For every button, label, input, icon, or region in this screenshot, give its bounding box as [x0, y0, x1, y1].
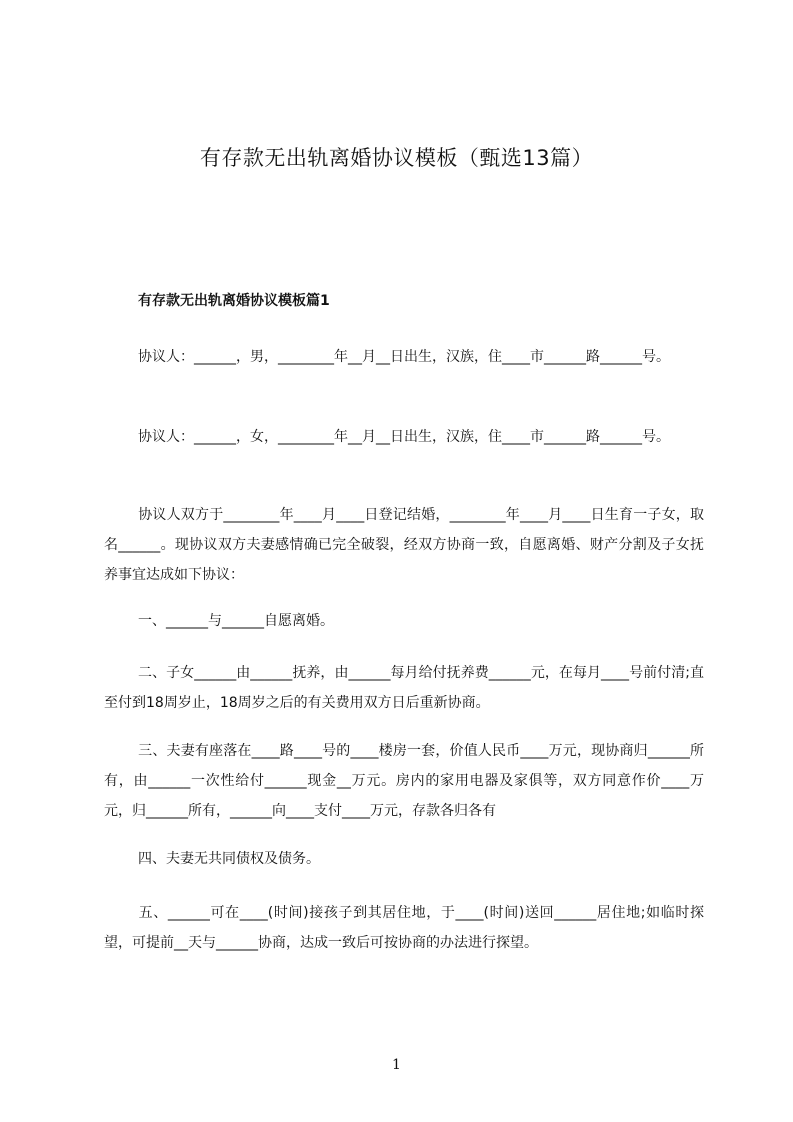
- paragraph-marriage-info: [104, 500, 704, 590]
- page-number: 1: [392, 1057, 401, 1073]
- paragraph-text: 一、______与______自愿离婚。: [138, 613, 334, 629]
- paragraph-clause-1: [104, 606, 704, 636]
- paragraph-text: 协议人双方于________年____月____日登记结婚，________年____月____日生育一子女，取名______。现协议双方夫妻感情确已完全破裂，经双方协商一致，自愿离婚、财产分割及子女抚养事宜达成如下协议：: [104, 507, 704, 583]
- paragraph-text: 协议人：______，男，________年__月__日出生，汉族，住____市______路______号。: [138, 349, 670, 365]
- paragraph-text: 五、______可在____(时间)接孩子到其居住地，于____(时间)送回______居住地;如临时探望，可提前__天与______协商，达成一致后可按协商的办法进行探望。: [104, 905, 704, 951]
- paragraph-text: 协议人：______，女，________年__月__日出生，汉族，住____市______路______号。: [138, 429, 670, 445]
- paragraph-clause-5: [104, 898, 704, 958]
- paragraph-clause-4: [104, 844, 704, 874]
- document-title: 有存款无出轨离婚协议模板（甄选13篇）: [199, 146, 594, 170]
- paragraph-party-female: [104, 422, 704, 452]
- paragraph-clause-3: [104, 736, 704, 826]
- paragraph-text: 四、夫妻无共同债权及债务。: [138, 851, 320, 867]
- section-heading: 有存款无出轨离婚协议模板篇1: [138, 293, 330, 309]
- paragraph-party-male: [104, 342, 704, 372]
- paragraph-text: 三、夫妻有座落在____路____号的____楼房一套，价值人民币____万元，现协商归______所有，由______一次性给付______现金__万元。房内的家用电器及家俱等，双方同意作价____万元，归______所有，______向____支付____万元，存款各归各有: [104, 743, 704, 819]
- paragraph-clause-2: [104, 658, 704, 718]
- paragraph-text: 二、子女______由______抚养，由______每月给付抚养费______元，在每月____号前付清;直至付到18周岁止，18周岁之后的有关费用双方日后重新协商。: [104, 665, 704, 711]
